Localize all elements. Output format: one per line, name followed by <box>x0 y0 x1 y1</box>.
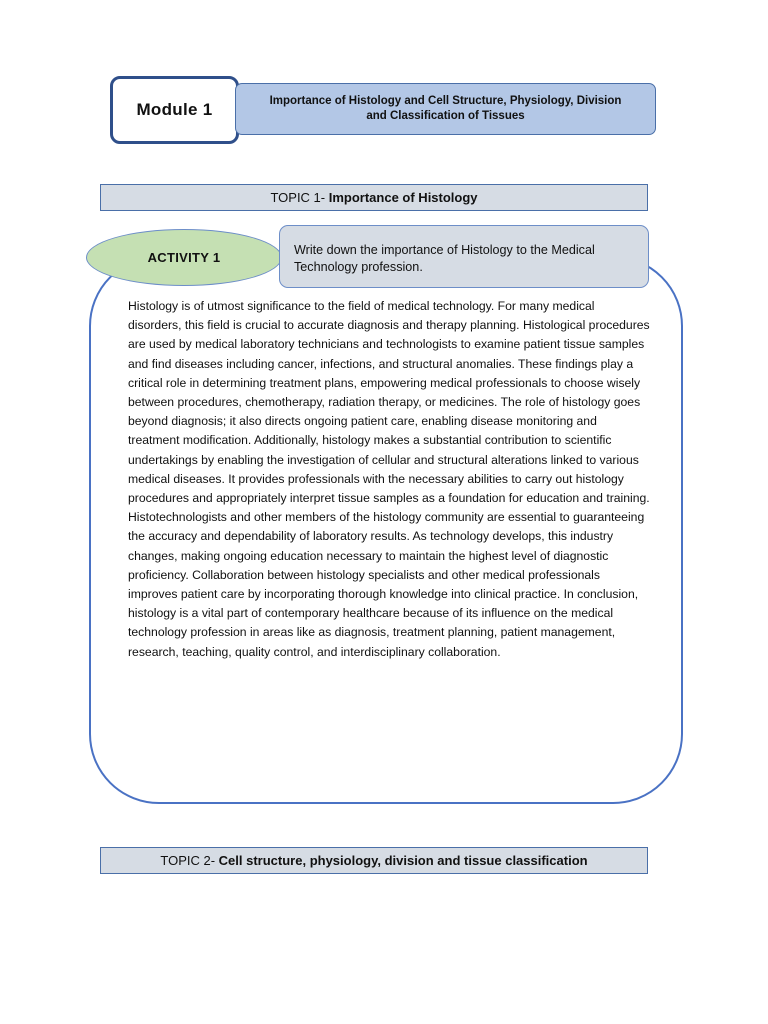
topic-2-bar <box>100 847 648 874</box>
topic-1-title: Importance of Histology <box>328 190 478 205</box>
topic-1-prefix: TOPIC 1- <box>270 190 329 205</box>
module-title: Importance of Histology and Cell Structure, Physiology, Division and Classification of Tissues <box>269 95 622 122</box>
module-label: Module 1 <box>136 100 213 119</box>
topic-2-prefix: TOPIC 2- <box>160 853 219 868</box>
module-title-box <box>235 83 656 135</box>
activity-prompt: Write down the importance of Histology to the Medical Technology profession. <box>294 243 595 274</box>
activity-label: ACTIVITY 1 <box>147 250 221 265</box>
module-label-box <box>110 76 239 144</box>
activity-badge <box>86 229 282 286</box>
activity-prompt-box <box>279 225 649 288</box>
answer-text: Histology is of utmost significance to the field of medical technology. For many medical disorders, this field is crucial to accurate diagnosis and therapy planning. Histological procedures are used by medical laboratory technicians and technologists to examine patient tissue samples and find diseases including cancer, infections, and structural anomalies. These findings play a critical role in determining treatment plans, empowering medical professionals to choose wisely between procedures, chemotherapy, radiation therapy, or medicines. The role of histology goes beyond diagnosis; it also directs ongoing patient care, enabling disease monitoring and treatment modification. Additionally, histology makes a substantial contribution to scientific undertakings by enabling the investigation of cellular and structural alterations linked to various medical diseases. It provides professionals with the necessary abilities to carry out histology procedures and appropriately interpret tissue samples as a foundation for education and training. Histotechnologists and other members of the histology community are essential to guaranteeing the accuracy and dependability of laboratory results. As technology develops, this industry changes, making ongoing education necessary to maintain the highest level of diagnostic proficiency. Collaboration between histology specialists and other medical professionals improves patient care by incorporating thorough knowledge into clinical practice. In conclusion, histology is a vital part of contemporary healthcare because of its influence on the medical technology profession in areas like as diagnosis, treatment planning, patient management, research, teaching, quality control, and interdisciplinary collaboration. <box>128 299 650 659</box>
topic-2-title: Cell structure, physiology, division and tissue classification <box>218 853 588 868</box>
topic-1-bar <box>100 184 648 211</box>
